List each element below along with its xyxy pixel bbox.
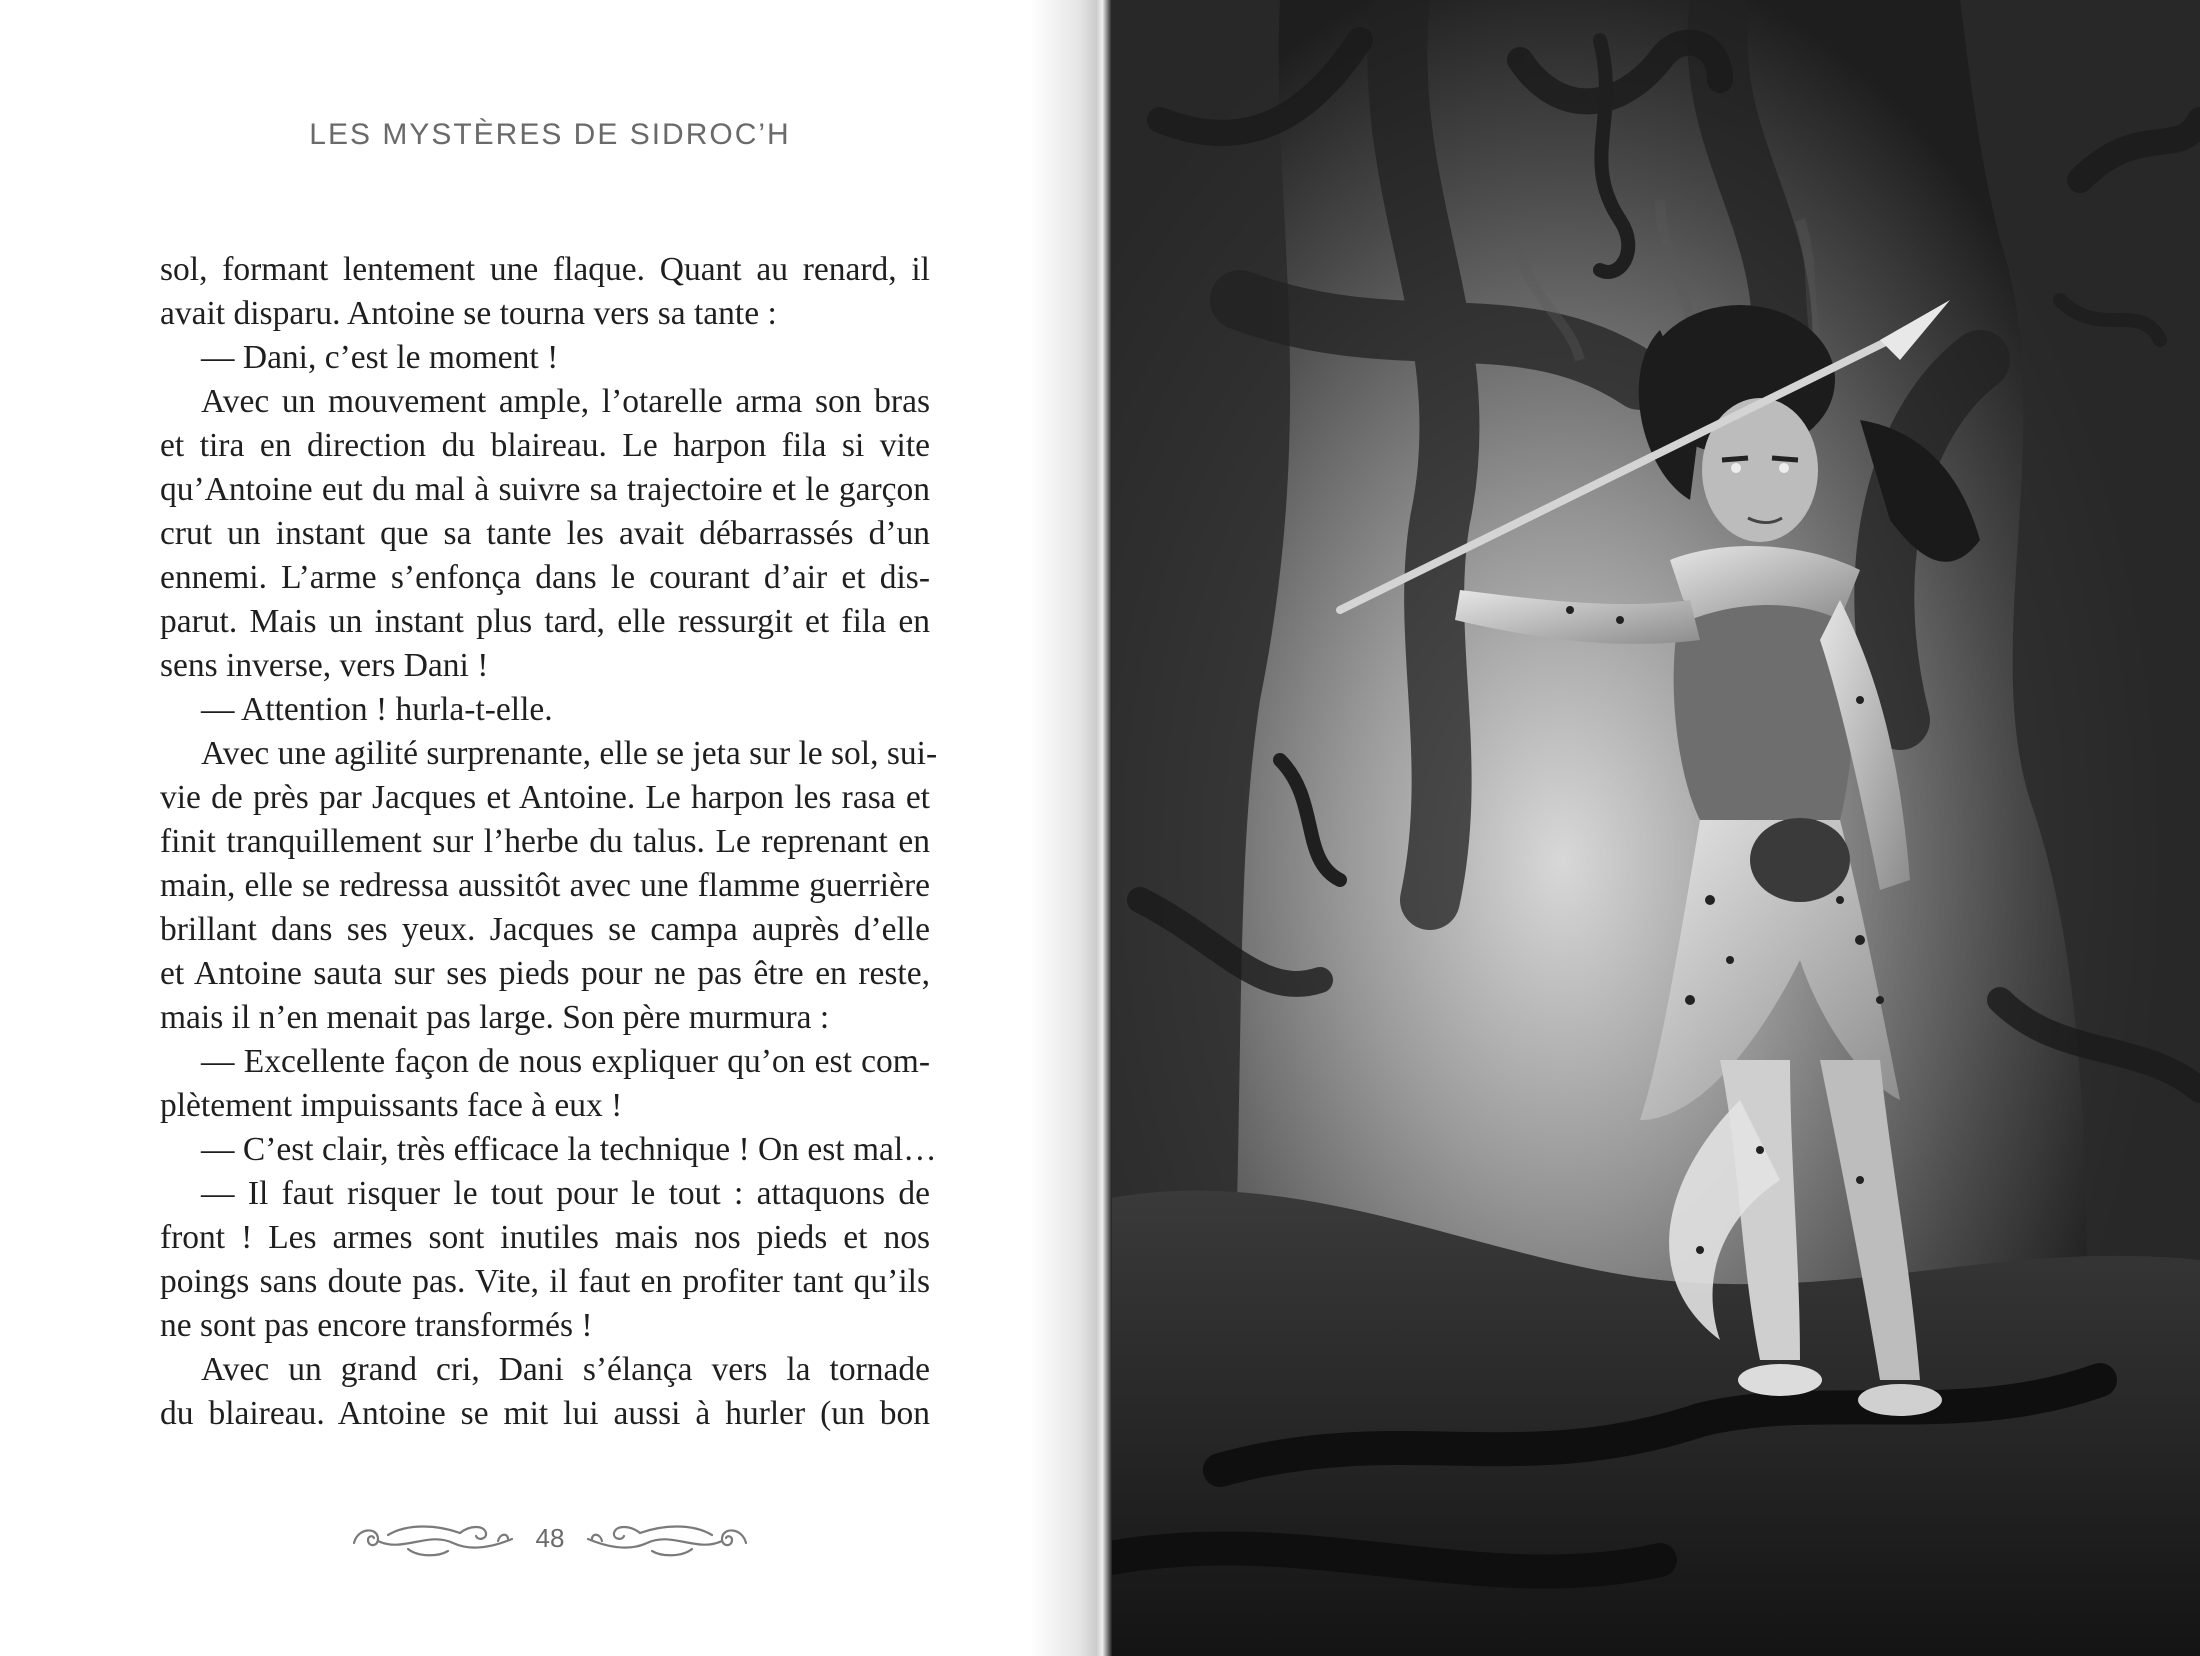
book-gutter: [1096, 0, 1112, 1656]
illustration-page: [1100, 0, 2200, 1656]
ornament-left-icon: [348, 1513, 518, 1563]
text-line: — Dani, c’est le moment !: [201, 339, 559, 376]
text-line: et tira en direction du blaireau. Le harpon fila si vite: [160, 427, 930, 464]
text-line: sens inverse, vers Dani !: [160, 647, 489, 684]
text-line: avait disparu. Antoine se tourna vers sa tante :: [160, 295, 777, 332]
text-line: poings sans doute pas. Vite, il faut en profiter tant qu’ils: [160, 1263, 930, 1300]
text-line: Avec une agilité surprenante, elle se jeta sur le sol, sui-: [201, 735, 938, 772]
text-line: mais il n’en menait pas large. Son père murmura :: [160, 999, 830, 1036]
text-line: Avec un grand cri, Dani s’élança vers la tornade: [201, 1351, 930, 1388]
forest-warrior-illustration: [1100, 0, 2200, 1656]
text-line: — Attention ! hurla-t-elle.: [201, 691, 553, 728]
ornament-right-icon: [582, 1513, 752, 1563]
text-line: Avec un mouvement ample, l’otarelle arma son bras: [201, 383, 930, 420]
text-line: — C’est clair, très efficace la technique ! On est mal…: [201, 1131, 937, 1168]
text-line: parut. Mais un instant plus tard, elle ressurgit et fila en: [160, 603, 930, 640]
text-line: ne sont pas encore transformés !: [160, 1307, 593, 1344]
text-line: et Antoine sauta sur ses pieds pour ne pas être en reste,: [160, 955, 930, 992]
text-line: — Il faut risquer le tout pour le tout : attaquons de: [201, 1175, 930, 1212]
text-line: sol, formant lentement une flaque. Quant au renard, il: [160, 251, 930, 288]
text-line: qu’Antoine eut du mal à suivre sa trajectoire et le garçon: [160, 471, 930, 508]
text-line: vie de près par Jacques et Antoine. Le harpon les rasa et: [160, 779, 930, 816]
body-text: [160, 248, 938, 1436]
text-line: ennemi. L’arme s’enfonça dans le courant d’air et dis-: [160, 559, 930, 596]
text-line: crut un instant que sa tante les avait débarrassés d’un: [160, 515, 930, 552]
text-line: brillant dans ses yeux. Jacques se campa auprès d’elle: [160, 911, 930, 948]
page-number: 48: [535, 1522, 565, 1553]
text-line: plètement impuissants face à eux !: [160, 1087, 623, 1124]
text-line: du blaireau. Antoine se mit lui aussi à hurler (un bon: [160, 1395, 930, 1432]
page-folio: [0, 1508, 1100, 1568]
running-head: LES MYSTÈRES DE SIDROC’H: [309, 118, 791, 151]
text-line: front ! Les armes sont inutiles mais nos pieds et nos: [160, 1219, 930, 1256]
text-line: — Excellente façon de nous expliquer qu’on est com-: [201, 1043, 930, 1080]
text-line: main, elle se redressa aussitôt avec une flamme guerrière: [160, 867, 930, 904]
text-line: finit tranquillement sur l’herbe du talus. Le reprenant en: [160, 823, 930, 860]
